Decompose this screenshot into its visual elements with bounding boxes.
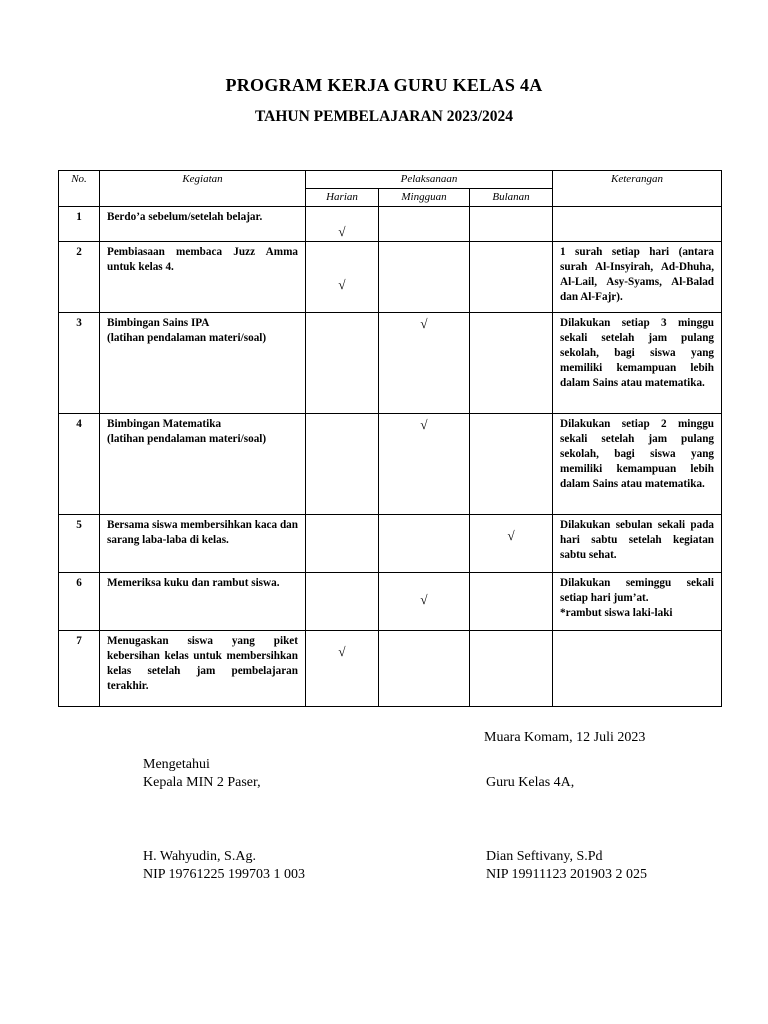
- header-harian: Harian: [306, 189, 379, 207]
- kegiatan-text: Berdo’a sebelum/setelah belajar.: [107, 211, 263, 223]
- table-row: [59, 631, 722, 707]
- mingguan-cell: [379, 313, 470, 414]
- kegiatan-text: (latihan pendalaman materi/soal): [107, 433, 267, 445]
- bulanan-cell: [470, 242, 553, 313]
- left-sign-line2: Kepala MIN 2 Paser,: [143, 775, 261, 790]
- harian-cell: [306, 313, 379, 414]
- mingguan-cell: [379, 515, 470, 573]
- bulanan-cell: [470, 414, 553, 515]
- right-sign-nip: NIP 19911123 201903 2 025: [486, 867, 647, 882]
- keterangan-text: Dilakukan setiap 2 minggu sekali setelah jam pulang sekolah, bagi siswa yang memiliki kemampuan lebih dalam Sains atau matematika.: [560, 418, 715, 490]
- harian-cell: [306, 631, 379, 707]
- keterangan-text: Dilakukan setiap 3 minggu sekali setelah jam pulang sekolah, bagi siswa yang memiliki kemampuan lebih dalam Sains atau matematika.: [560, 317, 715, 389]
- row-number: 5: [59, 515, 100, 573]
- bulanan-cell: [470, 573, 553, 631]
- keterangan-text: Dilakukan sebulan sekali pada hari sabtu setelah kegiatan sabtu sehat.: [560, 519, 715, 561]
- keterangan-cell: [553, 414, 722, 515]
- right-sign-line1: Guru Kelas 4A,: [486, 775, 575, 790]
- table-row: [59, 573, 722, 631]
- row-number: 2: [59, 242, 100, 313]
- check-mark: √: [338, 644, 346, 659]
- kegiatan-text: Bersama siswa membersihkan kaca dan sarang laba-laba di kelas.: [107, 519, 298, 546]
- kegiatan-cell: [100, 515, 306, 573]
- keterangan-cell: [553, 313, 722, 414]
- mingguan-cell: [379, 573, 470, 631]
- table-row: [59, 242, 722, 313]
- kegiatan-cell: [100, 207, 306, 242]
- check-mark: √: [507, 528, 515, 543]
- left-sign-name: H. Wahyudin, S.Ag.: [143, 849, 256, 864]
- row-number: 6: [59, 573, 100, 631]
- kegiatan-text: Menugaskan siswa yang piket kebersihan kelas untuk membersihkan kelas setelah jam pembelajaran terakhir.: [107, 635, 298, 692]
- kegiatan-text: (latihan pendalaman materi/soal): [107, 332, 267, 344]
- left-sign-nip: NIP 19761225 199703 1 003: [143, 867, 306, 882]
- header-no: No.: [59, 171, 100, 207]
- check-mark: √: [420, 592, 428, 607]
- kegiatan-text: Memeriksa kuku dan rambut siswa.: [107, 577, 280, 589]
- document-subtitle: TAHUN PEMBELAJARAN 2023/2024: [254, 108, 514, 125]
- header-pelaksanaan: Pelaksanaan: [306, 171, 553, 189]
- kegiatan-cell: [100, 414, 306, 515]
- mingguan-cell: [379, 631, 470, 707]
- harian-cell: [306, 414, 379, 515]
- kegiatan-cell: [100, 242, 306, 313]
- check-mark: √: [338, 224, 346, 239]
- header-bulanan: Bulanan: [470, 189, 553, 207]
- bulanan-cell: [470, 631, 553, 707]
- kegiatan-cell: [100, 573, 306, 631]
- keterangan-text: *rambut siswa laki-laki: [560, 607, 673, 619]
- kegiatan-text: Bimbingan Matematika: [107, 418, 222, 430]
- keterangan-cell: [553, 207, 722, 242]
- table-row: [59, 515, 722, 573]
- keterangan-cell: [553, 242, 722, 313]
- keterangan-cell: [553, 515, 722, 573]
- header-mingguan: Mingguan: [379, 189, 470, 207]
- row-number: 4: [59, 414, 100, 515]
- bulanan-cell: [470, 207, 553, 242]
- table-row: [59, 313, 722, 414]
- check-mark: √: [420, 316, 428, 331]
- mingguan-cell: [379, 242, 470, 313]
- keterangan-cell: [553, 573, 722, 631]
- right-sign-name: Dian Seftivany, S.Pd: [486, 849, 603, 864]
- keterangan-text: 1 surah setiap hari (antara surah Al-Insyirah, Ad-Dhuha, Al-Lail, Asy-Syams, Al-Balad dan Al-Fajr).: [560, 246, 715, 303]
- header-kegiatan: Kegiatan: [100, 171, 306, 207]
- row-number: 7: [59, 631, 100, 707]
- harian-cell: [306, 573, 379, 631]
- table-row: [59, 414, 722, 515]
- kegiatan-text: Pembiasaan membaca Juzz Amma untuk kelas 4.: [107, 246, 298, 273]
- header-keterangan: Keterangan: [553, 171, 722, 207]
- row-number: 3: [59, 313, 100, 414]
- place-date: Muara Komam, 12 Juli 2023: [484, 730, 646, 745]
- check-mark: √: [338, 277, 346, 292]
- keterangan-text: Dilakukan seminggu sekali setiap hari jum’at.: [560, 577, 715, 604]
- bulanan-cell: [470, 313, 553, 414]
- bulanan-cell: [470, 515, 553, 573]
- left-sign-line1: Mengetahui: [143, 757, 210, 772]
- mingguan-cell: [379, 207, 470, 242]
- kegiatan-text: Bimbingan Sains IPA: [107, 317, 210, 329]
- kegiatan-cell: [100, 631, 306, 707]
- kegiatan-cell: [100, 313, 306, 414]
- row-number: 1: [59, 207, 100, 242]
- keterangan-cell: [553, 631, 722, 707]
- check-mark: √: [420, 417, 428, 432]
- harian-cell: [306, 242, 379, 313]
- table-row: [59, 207, 722, 242]
- harian-cell: [306, 207, 379, 242]
- harian-cell: [306, 515, 379, 573]
- document-title: PROGRAM KERJA GURU KELAS 4A: [225, 75, 543, 95]
- mingguan-cell: [379, 414, 470, 515]
- program-table: [58, 170, 722, 707]
